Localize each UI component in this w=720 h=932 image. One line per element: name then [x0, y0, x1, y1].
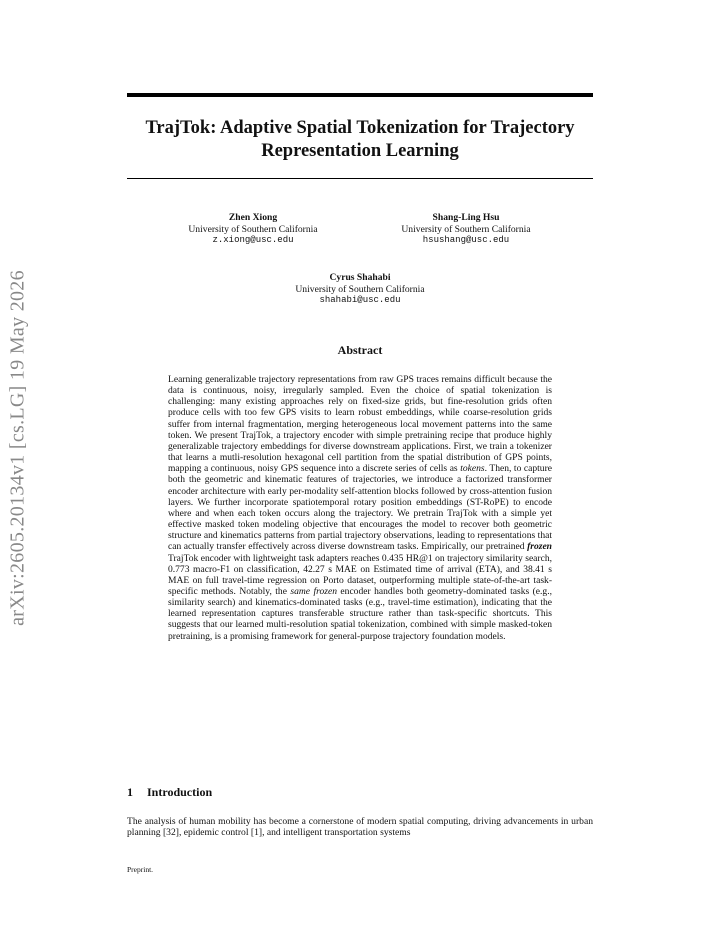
author-name: Zhen Xiong — [228, 212, 278, 223]
arxiv-identifier: arXiv:2605.20134v1 [cs.LG] 19 May 2026 — [6, 270, 29, 626]
author-affiliation: University of Southern California — [401, 223, 531, 235]
preprint-footer: Preprint. — [127, 865, 154, 874]
title-top-rule — [127, 93, 593, 97]
section-number: 1 — [127, 785, 133, 799]
title-bottom-rule — [127, 178, 593, 179]
author-email: shahabi@usc.edu — [319, 295, 401, 305]
section-heading — [127, 785, 212, 800]
author-affiliation: University of Southern California — [188, 223, 318, 235]
section-title: Introduction — [147, 785, 213, 799]
author-affiliation: University of Southern California — [295, 283, 425, 295]
paper-title: TrajTok: Adaptive Spatial Tokenization for Trajectory Representation Learning — [145, 118, 575, 161]
author-email: z.xiong@usc.edu — [212, 235, 294, 245]
author-name: Cyrus Shahabi — [329, 272, 391, 283]
author-block-2 — [351, 212, 581, 247]
abstract-strong-emphasis: frozen — [527, 541, 552, 553]
abstract-emphasis: same frozen — [290, 585, 337, 597]
author-name: Shang-Ling Hsu — [432, 212, 500, 223]
abstract-text: encoder handles both geometry-dominated tasks (e.g., similarity search) and kinematics-dominated tasks (e.g., travel-time estimation), indicating that the learned representation captures transferable structure rather than task-specific shortcuts. This suggests that our learned multi-resolution spatial tokenization, combined with simple masked-token pretraining, is a promising framework for general-purpose trajectory foundation models. — [168, 585, 552, 642]
abstract-text: TrajTok encoder with lightweight task adapters reaches 0.435 HR@1 on trajectory similarity search, 0.773 macro-F1 on classification, 42.27 s MAE on Estimated time of arrival (ETA), and 38.41 s MAE on full travel-time regression on Porto dataset, outperforming multiple state-of-the-art task-specific methods. Notably, the — [168, 552, 552, 597]
abstract-emphasis: tokens — [460, 463, 485, 475]
abstract-body — [168, 374, 552, 642]
abstract-text: Learning generalizable trajectory representations from raw GPS traces remains difficult because the data is continuous, noisy, irregularly sampled. Even the choice of spatial tokenization is challenging: many existing approaches rely on fixed-size grids, but fine-resolution grids often produce cells with too few GPS visits to learn robust embeddings, while coarse-resolution grids suffer from internal fragmentation, merging heterogeneous local movement patterns into the same token. We present TrajTok, a trajectory encoder with simple pretraining recipe that produce highly generalizable trajectory embeddings for diverse downstream applications. First, we train a tokenizer that learns a mutli-resolution hexagonal cell partition from the spatial distribution of GPS points, mapping a continuous, noisy GPS sequence into a discrete series of cells as — [168, 374, 552, 475]
author-block-3 — [245, 272, 475, 307]
abstract-text: . Then, to capture both the geometric and kinematic features of trajectories, we introduce a factorized transformer encoder architecture with early per-modality self-attention blocks followed by cross-attention fusion layers. We further incorporate spatiotemporal rotary position embeddings (ST-RoPE) to encode where and when each token occurs along the trajectory. We pretrain TrajTok with a simple yet effective masked token modeling objective that encourages the model to recover both geometric structure and kinematics patterns from partial trajectory observations, leading to representations that can actually transfer effectively across diverse downstream tasks. Empirically, our pretrained — [168, 463, 552, 553]
introduction-paragraph: The analysis of human mobility has become a cornerstone of modern spatial computing, driving advancements in urban planning [32], epidemic control [1], and intelligent transportation systems — [127, 816, 593, 839]
author-email: hsushang@usc.edu — [422, 235, 510, 245]
author-block-1 — [138, 212, 368, 247]
abstract-heading: Abstract — [337, 343, 383, 357]
